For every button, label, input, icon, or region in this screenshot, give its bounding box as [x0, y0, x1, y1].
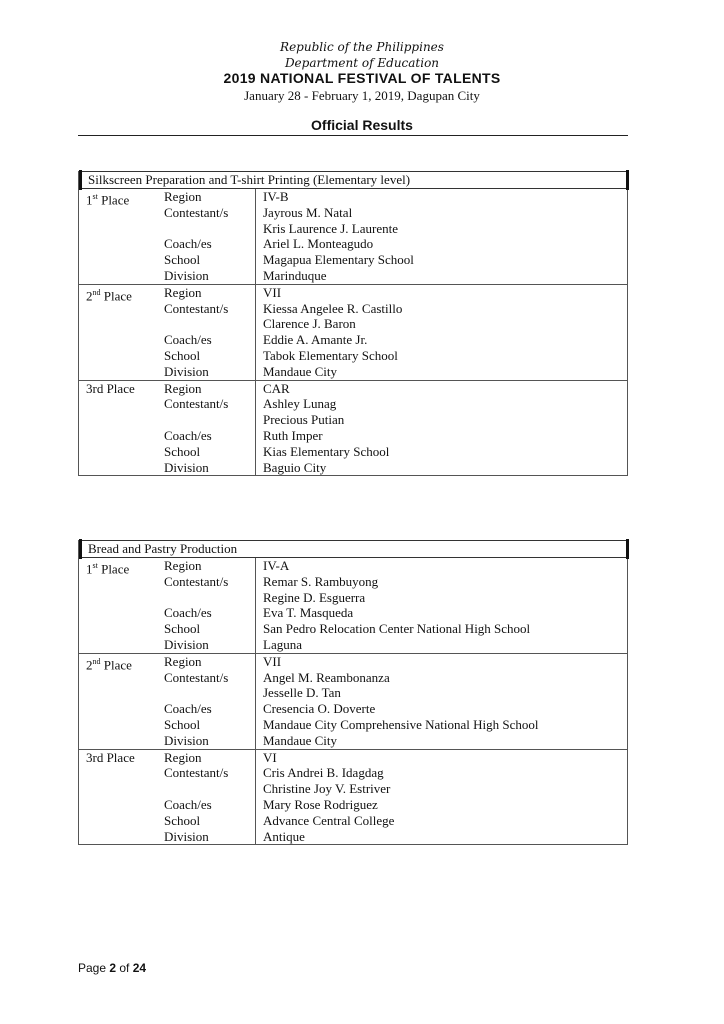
- place-suffix: Place: [100, 288, 132, 304]
- field-label: School: [164, 347, 201, 363]
- table-row: [79, 301, 627, 317]
- place-number: 2: [86, 288, 93, 304]
- republic-heading: Republic of the Philippines: [280, 40, 444, 54]
- field-value: Ariel L. Monteagudo: [263, 236, 374, 252]
- field-value: Remar S. Rambuyong: [263, 573, 379, 589]
- field-value: San Pedro Relocation Center National High School: [263, 621, 531, 637]
- table-row: [79, 781, 627, 797]
- field-label: Contestant/s: [164, 765, 229, 781]
- festival-title: 2019 NATIONAL FESTIVAL OF TALENTS: [223, 70, 501, 86]
- place-ordinal: nd: [92, 656, 101, 666]
- table-row: [79, 189, 627, 208]
- field-label: Contestant/s: [164, 300, 229, 316]
- field-value: Laguna: [263, 636, 302, 652]
- table-row: [79, 332, 627, 348]
- place-suffix: Place: [100, 657, 132, 673]
- place-number: 3rd Place: [86, 749, 135, 765]
- field-label: Coach/es: [164, 605, 212, 621]
- footer-of: of: [116, 961, 133, 975]
- table-row: [79, 605, 627, 621]
- page-total: 24: [132, 961, 147, 975]
- department-heading: Department of Education: [284, 56, 440, 70]
- field-value: Eva T. Masqueda: [263, 605, 354, 621]
- place-suffix: Place: [97, 192, 130, 208]
- field-label: Region: [164, 653, 202, 669]
- footer-prefix: Page: [78, 961, 110, 975]
- field-value: VII: [263, 284, 282, 300]
- table-row: [79, 252, 627, 268]
- field-label: Contestant/s: [164, 573, 229, 589]
- table-row: [79, 685, 627, 701]
- results-table-bread-pastry: [78, 540, 628, 845]
- field-label: Coach/es: [164, 427, 212, 443]
- field-label: Coach/es: [164, 701, 212, 717]
- field-value: Mary Rose Rodriguez: [263, 796, 378, 812]
- field-value: Mandaue City: [263, 363, 338, 379]
- field-label: Coach/es: [164, 332, 212, 348]
- field-value: Mandaue City Comprehensive National High School: [263, 716, 539, 732]
- place-block: [79, 750, 627, 845]
- place-block: [79, 381, 627, 476]
- place-block: [79, 558, 627, 654]
- field-label: Coach/es: [164, 796, 212, 812]
- title-rule: [78, 135, 628, 136]
- table-row: [79, 412, 627, 428]
- place-number: 1: [86, 192, 93, 208]
- field-value: Angel M. Reambonanza: [263, 669, 390, 685]
- place-number: 3rd Place: [86, 380, 135, 396]
- field-value: Magapua Elementary School: [263, 252, 414, 268]
- field-label: Contestant/s: [164, 204, 229, 220]
- place-block: [79, 285, 627, 381]
- field-label: Region: [164, 380, 202, 396]
- field-label: Region: [164, 284, 202, 300]
- category-title: Bread and Pastry Production: [79, 540, 627, 558]
- field-value: Eddie A. Amante Jr.: [263, 332, 368, 348]
- table-row: [79, 316, 627, 332]
- field-label: Region: [164, 749, 202, 765]
- table-row: [79, 428, 627, 444]
- festival-dates: January 28 - February 1, 2019, Dagupan City: [244, 88, 480, 103]
- field-value: IV-A: [263, 558, 290, 573]
- field-label: School: [164, 443, 201, 459]
- place-label: [86, 750, 135, 766]
- table-row: [79, 653, 627, 673]
- place-ordinal: st: [92, 561, 98, 570]
- field-value: VII: [263, 653, 282, 669]
- table-row: [79, 574, 627, 590]
- field-value: Advance Central College: [263, 812, 395, 828]
- table-row: [79, 381, 627, 397]
- field-value: VI: [263, 749, 277, 765]
- field-label: Contestant/s: [164, 669, 229, 685]
- table-row: [79, 221, 627, 237]
- table-row: [79, 364, 627, 380]
- field-value: Christine Joy V. Estriver: [263, 781, 391, 797]
- table-row: [79, 590, 627, 606]
- field-label: Division: [164, 636, 209, 652]
- table-row: [79, 765, 627, 781]
- table-row: [79, 236, 627, 252]
- field-label: Region: [164, 189, 202, 204]
- place-block: [79, 189, 627, 285]
- page-footer: [78, 961, 146, 975]
- field-value: Ruth Imper: [263, 427, 323, 443]
- field-value: Precious Putian: [263, 412, 345, 428]
- table-row: [79, 637, 627, 653]
- table-row: [79, 558, 627, 577]
- table-row: [79, 284, 627, 304]
- field-value: Cresencia O. Doverte: [263, 701, 376, 717]
- field-value: Cris Andrei B. Idagdag: [263, 765, 384, 781]
- field-value: Antique: [263, 828, 305, 844]
- place-suffix: Place: [97, 561, 130, 577]
- table-row: [79, 460, 627, 476]
- field-value: Regine D. Esguerra: [263, 589, 366, 605]
- field-value: Jayrous M. Natal: [263, 204, 353, 220]
- field-value: IV-B: [263, 189, 289, 204]
- place-label: [86, 381, 135, 397]
- field-label: Division: [164, 732, 209, 748]
- table-row: [79, 670, 627, 686]
- field-label: Coach/es: [164, 236, 212, 252]
- table-row: [79, 348, 627, 364]
- field-value: CAR: [263, 380, 290, 396]
- field-label: School: [164, 621, 201, 637]
- field-value: Kris Laurence J. Laurente: [263, 220, 398, 236]
- table-row: [79, 701, 627, 717]
- field-value: Jesselle D. Tan: [263, 685, 341, 701]
- table-row: [79, 717, 627, 733]
- field-label: School: [164, 716, 201, 732]
- field-value: Kiessa Angelee R. Castillo: [263, 300, 403, 316]
- table-row: [79, 621, 627, 637]
- place-number: 1: [86, 561, 93, 577]
- field-label: Region: [164, 558, 202, 573]
- field-value: Baguio City: [263, 459, 327, 475]
- field-value: Marinduque: [263, 267, 327, 283]
- table-row: [79, 829, 627, 845]
- table-row: [79, 750, 627, 766]
- field-value: Mandaue City: [263, 732, 338, 748]
- table-row: [79, 733, 627, 749]
- category-title: Silkscreen Preparation and T-shirt Printing (Elementary level): [79, 171, 627, 189]
- table-row: [79, 797, 627, 813]
- place-block: [79, 654, 627, 750]
- page-number: 2: [109, 961, 117, 975]
- table-row: [79, 813, 627, 829]
- results-table-silkscreen: [78, 171, 628, 476]
- table-row: [79, 205, 627, 221]
- field-value: Tabok Elementary School: [263, 347, 398, 363]
- field-label: School: [164, 252, 201, 268]
- place-number: 2: [86, 657, 93, 673]
- place-ordinal: st: [92, 192, 98, 201]
- field-label: Contestant/s: [164, 396, 229, 412]
- field-label: School: [164, 812, 201, 828]
- table-row: [79, 268, 627, 284]
- field-value: Kias Elementary School: [263, 443, 390, 459]
- place-ordinal: nd: [92, 287, 101, 297]
- field-label: Division: [164, 828, 209, 844]
- field-label: Division: [164, 363, 209, 379]
- field-value: Clarence J. Baron: [263, 316, 356, 332]
- field-label: Division: [164, 459, 209, 475]
- table-row: [79, 396, 627, 412]
- field-value: Ashley Lunag: [263, 396, 337, 412]
- table-row: [79, 444, 627, 460]
- field-label: Division: [164, 267, 209, 283]
- results-title: Official Results: [311, 117, 413, 133]
